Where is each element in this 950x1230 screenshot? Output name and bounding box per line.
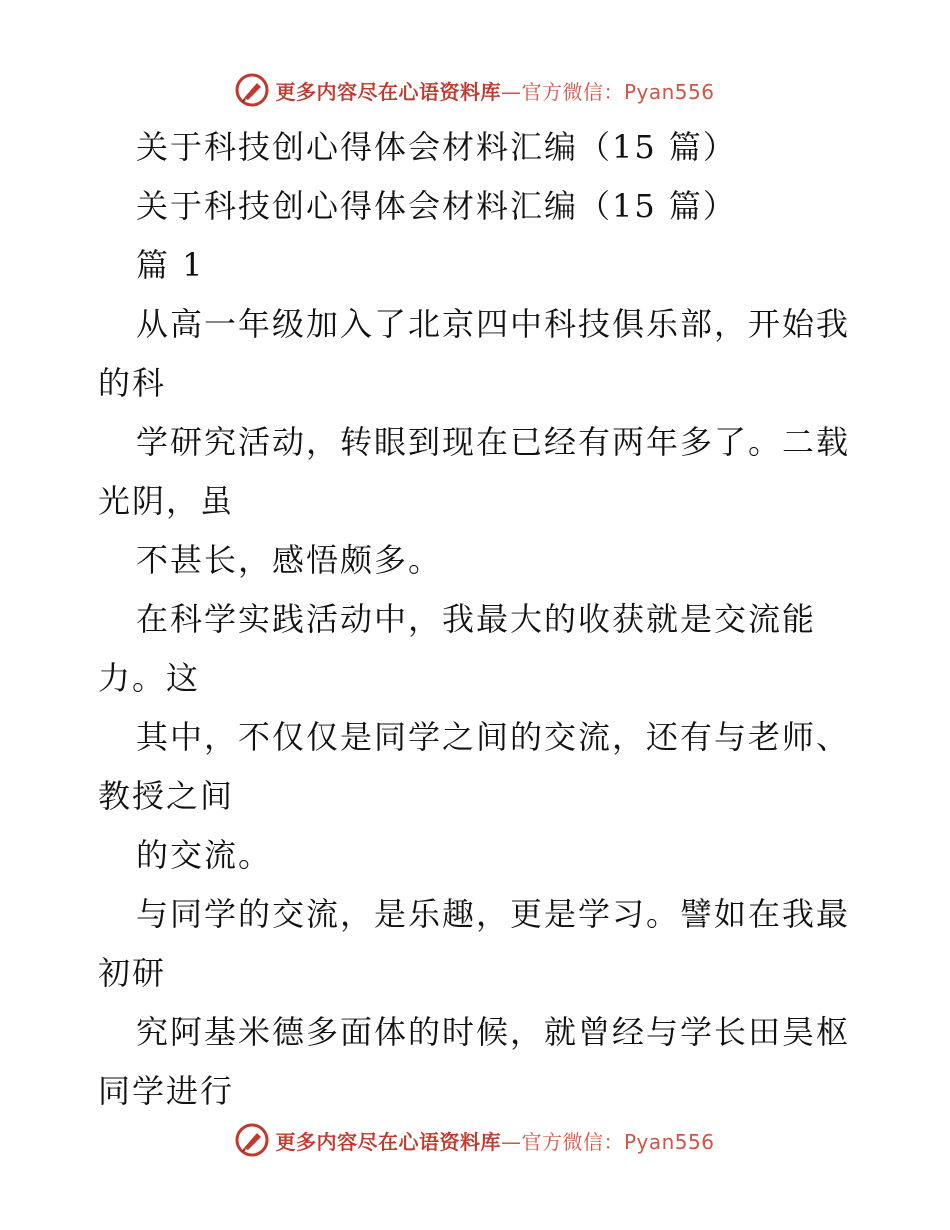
banner-title: 更多内容尽在心语资料库	[275, 79, 501, 104]
text-line: 究阿基米德多面体的时候，就曾经与学长田昊枢	[136, 1013, 851, 1051]
text-line: 从高一年级加入了北京四中科技俱乐部，开始我	[136, 305, 851, 343]
text-line: 关于科技创心得体会材料汇编（15 篇）	[136, 187, 737, 225]
text-line: 与同学的交流，是乐趣，更是学习。譬如在我最	[136, 895, 851, 933]
text-line: 学研究活动，转眼到现在已经有两年多了。二载	[136, 423, 851, 461]
text-line: 的交流。	[136, 836, 273, 874]
text-line: 初研	[98, 954, 167, 992]
banner-contact: —官方微信：Pyan556	[500, 1129, 715, 1154]
banner-contact: —官方微信：Pyan556	[500, 79, 715, 104]
text-line: 教授之间	[98, 777, 235, 815]
text-line: 同学进行	[98, 1072, 235, 1110]
text-line: 其中，不仅仅是同学之间的交流，还有与老师、	[136, 718, 851, 756]
pen-logo-icon	[235, 73, 269, 107]
footer-banner	[0, 1120, 950, 1160]
header-banner	[0, 70, 950, 110]
document-body	[0, 118, 950, 1121]
text-line: 的科	[98, 364, 167, 402]
text-line: 不甚长，感悟颇多。	[136, 541, 443, 579]
text-line: 篇 1	[136, 246, 205, 284]
text-line: 在科学实践活动中，我最大的收获就是交流能	[136, 600, 817, 638]
banner-title: 更多内容尽在心语资料库	[275, 1129, 501, 1154]
pen-logo-icon	[235, 1123, 269, 1157]
text-line: 光阴，虽	[98, 482, 235, 520]
text-line: 力。这	[98, 659, 201, 697]
text-line: 关于科技创心得体会材料汇编（15 篇）	[136, 128, 737, 166]
